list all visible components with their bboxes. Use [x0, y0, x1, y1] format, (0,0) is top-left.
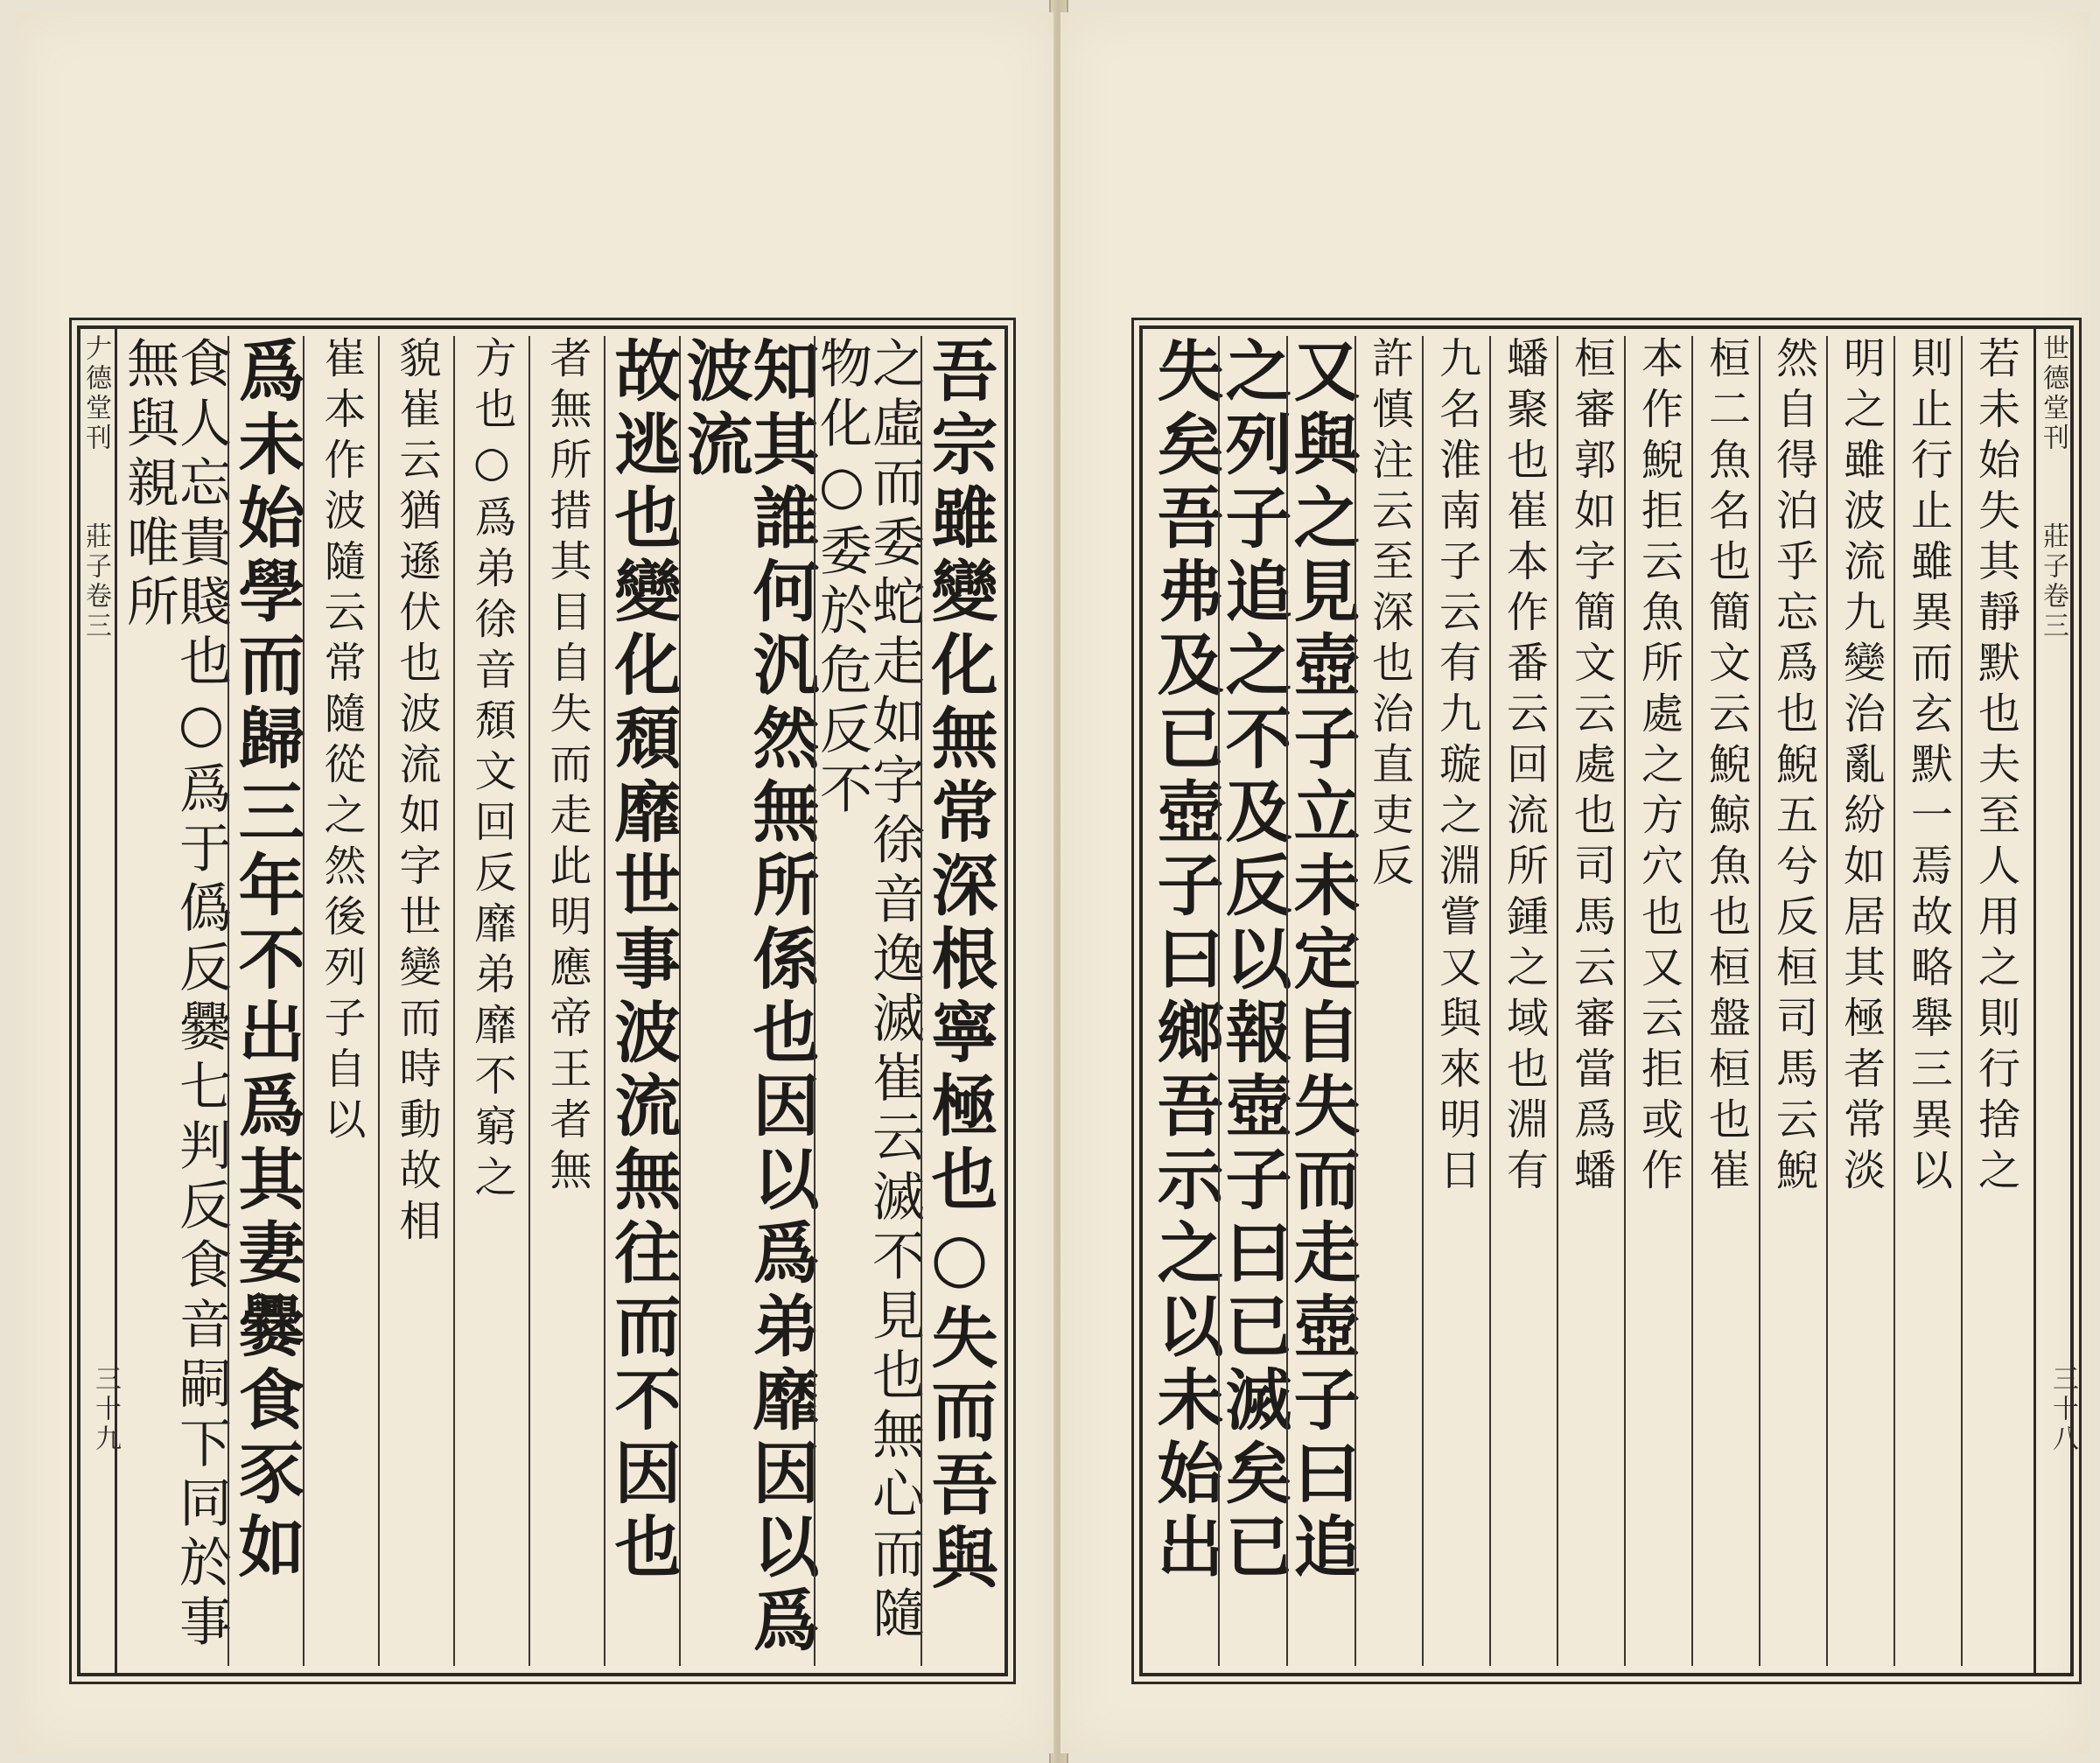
- column-text: 明之雖波流九變治亂紛如居其極者常淡: [1836, 336, 1886, 1199]
- text-column: [378, 336, 453, 1666]
- column-text: 吾宗雖變化無常深根寧極也○失而吾與: [920, 336, 998, 1597]
- text-column: [118, 336, 232, 1666]
- column-text: 蟠聚也崔本作番云回流所鍾之域也淵有: [1499, 336, 1549, 1199]
- column-text: 又與之見壺子立未定自失而走壺子曰追: [1283, 336, 1361, 1585]
- text-column: [676, 336, 820, 1666]
- column-text: 崔本作波隨云常隨從之然後列子自以: [317, 336, 366, 1148]
- text-column: [1557, 336, 1624, 1666]
- text-column: [453, 336, 528, 1666]
- text-column: [303, 336, 378, 1666]
- right-text-columns: [1146, 336, 2028, 1666]
- right-banxin-volume: 莊子卷三: [2038, 522, 2068, 641]
- text-column: [811, 336, 925, 1666]
- right-page: [1060, 12, 2090, 1753]
- left-banxin-leaf: 三十九: [90, 1365, 121, 1454]
- text-column: [228, 336, 303, 1666]
- text-column: [1146, 336, 1224, 1666]
- text-column: [1894, 336, 1961, 1666]
- column-text: 九名淮南子云有九璇之淵嘗又與來明日: [1432, 336, 1481, 1199]
- column-text: 許慎注云至深也治直吏反: [1364, 336, 1414, 894]
- left-banxin: [79, 329, 121, 1673]
- column-text: 然自得泊乎忘爲也鯢五兮反桓司馬云鯢: [1768, 336, 1818, 1199]
- column-text: 知其誰何汎然無所係也因以爲弟靡因以爲波流: [676, 336, 820, 1659]
- column-text: 失矣吾弗及已壺子曰鄉吾示之以未始出: [1146, 336, 1224, 1585]
- text-column: [1759, 336, 1826, 1666]
- right-banxin-leaf: 三十八: [2048, 1365, 2078, 1454]
- text-column: [1691, 336, 1759, 1666]
- text-column: [1961, 336, 2028, 1666]
- column-text: 者無所措其目自失而走此明應帝王者無: [542, 336, 592, 1199]
- text-column: [920, 336, 996, 1666]
- column-text: 方也○爲弟徐音頹文回反靡弟靡不窮之: [467, 336, 516, 1206]
- right-banxin: [2034, 329, 2078, 1673]
- column-text: 貌崔云猶遜伏也波流如字世變而時動故相: [392, 336, 441, 1249]
- left-text-columns: [118, 336, 998, 1666]
- column-text: 本作鯢拒云魚所處之方穴也又云拒或作: [1634, 336, 1684, 1199]
- column-text: 則止行止雖異而玄默一焉故略舉三異以: [1903, 336, 1953, 1199]
- left-page: [16, 12, 1054, 1753]
- left-page-frame: [77, 325, 1008, 1676]
- column-text: 若未始失其靜默也夫至人用之則行捨之: [1970, 336, 2020, 1199]
- right-banxin-title: 世德堂刊: [2038, 334, 2068, 453]
- column-text: 食人忘貴賤也○爲于僞反爨七判反食音嗣下同於事無與親唯所: [118, 336, 232, 1654]
- text-column: [1214, 336, 1292, 1666]
- left-banxin-title: 𠂇德堂刊: [80, 334, 111, 453]
- right-page-frame: [1139, 325, 2078, 1676]
- text-column: [1826, 336, 1894, 1666]
- text-column: [604, 336, 682, 1666]
- column-text: 之列子追之不及反以報壺子曰已滅矣已: [1214, 336, 1292, 1585]
- text-column: [1283, 336, 1361, 1666]
- text-column: [1422, 336, 1489, 1666]
- column-text: 桓審郭如字簡文云處也司馬云審當爲蟠: [1566, 336, 1616, 1199]
- column-text: 之虛而委蛇走如字徐音逸滅崔云滅不見也無心而隨物化○委於危反不: [811, 336, 925, 1645]
- text-column: [1354, 336, 1422, 1666]
- column-text: 故逃也變化頹靡世事波流無往而不因也: [604, 336, 682, 1585]
- text-column: [1624, 336, 1691, 1666]
- left-banxin-volume: 莊子卷三: [80, 522, 111, 641]
- text-column: [1489, 336, 1557, 1666]
- column-text: 桓二魚名也簡文云鯢鯨魚也桓盤桓也崔: [1701, 336, 1751, 1199]
- text-column: [528, 336, 604, 1666]
- column-text: 爲未始學而歸三年不出爲其妻爨食豕如: [228, 336, 305, 1585]
